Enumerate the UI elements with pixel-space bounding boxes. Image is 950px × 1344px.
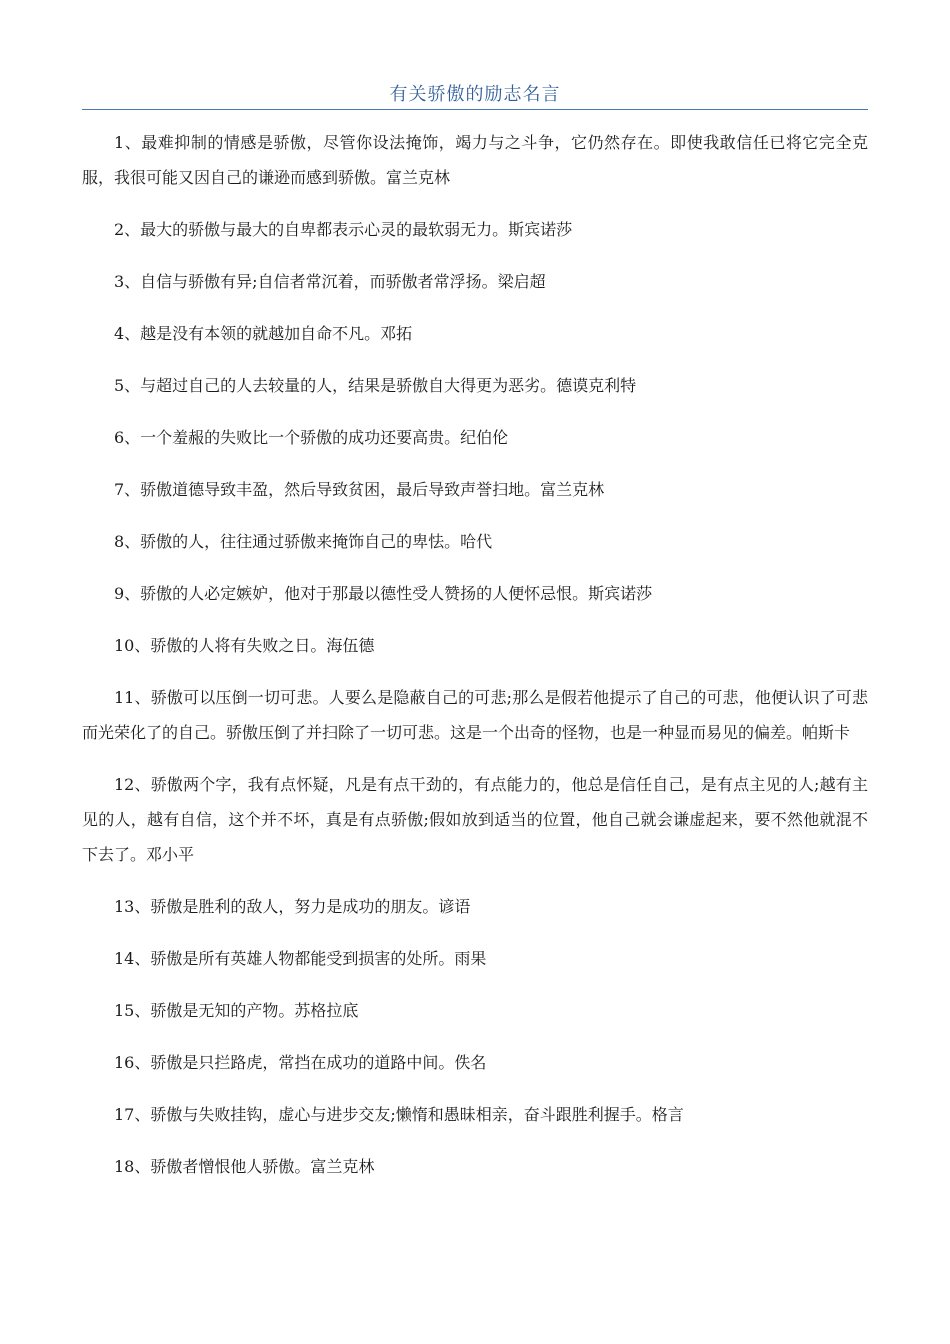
quote-item: 3、自信与骄傲有异;自信者常沉着，而骄傲者常浮扬。梁启超 [114, 272, 546, 291]
quote-item: 13、骄傲是胜利的敌人，努力是成功的朋友。谚语 [114, 897, 471, 916]
quote-item: 16、骄傲是只拦路虎，常挡在成功的道路中间。佚名 [114, 1053, 487, 1072]
quote-item: 5、与超过自己的人去较量的人，结果是骄傲自大得更为恶劣。德谟克利特 [114, 376, 637, 395]
quote-item: 8、骄傲的人，往往通过骄傲来掩饰自己的卑怯。哈代 [114, 532, 493, 551]
quote-item: 15、骄傲是无知的产物。苏格拉底 [114, 1001, 359, 1020]
quote-item: 9、骄傲的人必定嫉妒，他对于那最以德性受人赞扬的人便怀忌恨。斯宾诺莎 [114, 584, 653, 603]
quote-item: 6、一个羞赧的失败比一个骄傲的成功还要高贵。纪伯伦 [114, 428, 509, 447]
quote-item: 18、骄傲者憎恨他人骄傲。富兰克林 [114, 1157, 375, 1176]
quote-item: 10、骄傲的人将有失败之日。海伍德 [114, 636, 375, 655]
title-underline [82, 109, 868, 110]
quote-item: 14、骄傲是所有英雄人物都能受到损害的处所。雨果 [114, 949, 487, 968]
quote-item: 7、骄傲道德导致丰盈，然后导致贫困，最后导致声誉扫地。富兰克林 [114, 480, 605, 499]
quote-item: 4、越是没有本领的就越加自命不凡。邓拓 [114, 324, 413, 343]
quote-item: 12、骄傲两个字，我有点怀疑，凡是有点干劲的，有点能力的，他总是信任自己，是有点主见的人;越有主见的人，越有自信，这个并不坏，真是有点骄傲;假如放到适当的位置，他自己就会谦虚起来，要不然他就混不下去了。邓小平 [82, 775, 868, 864]
quote-item: 2、最大的骄傲与最大的自卑都表示心灵的最软弱无力。斯宾诺莎 [114, 220, 573, 239]
document-title: 有关骄傲的励志名言 [389, 84, 561, 105]
quote-item: 11、骄傲可以压倒一切可悲。人要么是隐蔽自己的可悲;那么是假若他提示了自己的可悲，他便认识了可悲而光荣化了的自己。骄傲压倒了并扫除了一切可悲。这是一个出奇的怪物，也是一种显而易见的偏差。帕斯卡 [82, 688, 868, 742]
quote-list [82, 125, 868, 1184]
document-page [82, 0, 868, 1201]
quote-item: 17、骄傲与失败挂钩，虚心与进步交友;懒惰和愚昧相亲，奋斗跟胜利握手。格言 [114, 1105, 684, 1124]
quote-item: 1、最难抑制的情感是骄傲，尽管你设法掩饰，竭力与之斗争，它仍然存在。即使我敢信任已将它完全克服，我很可能又因自己的谦逊而感到骄傲。富兰克林 [82, 133, 868, 187]
